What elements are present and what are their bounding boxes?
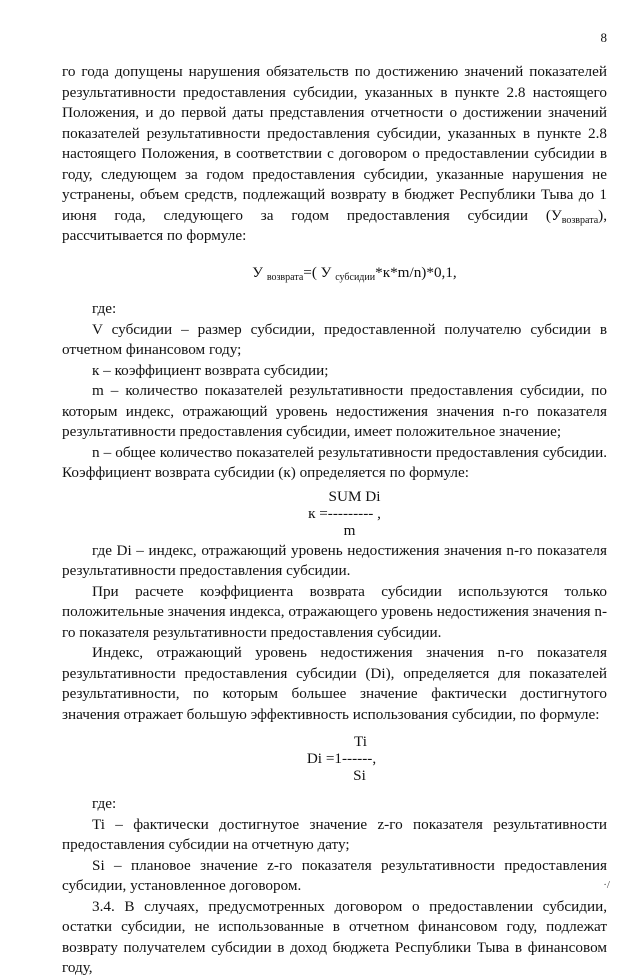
definition-ti: Ti – фактически достигнутое значение z-го показателя результативности предоставления субсидии на отчетную дату; bbox=[62, 815, 607, 853]
where-label-2: где: bbox=[92, 795, 117, 812]
definition-m: m – количество показателей результативности предоставления субсидии, по которым индекс, отражающий уровень недостижения значения n-го показателя результативности предоставления субсидии, имеет положительное значение; bbox=[62, 382, 607, 440]
paragraph-calc: При расчете коэффициента возврата субсидии используются только положительные значения индекса, отражающего уровень недостижения значения n-го показателя результативности предоставления субсидии. bbox=[62, 582, 607, 641]
formula-coefficient-numerator: SUM Di bbox=[328, 487, 381, 505]
where-label-1: где: bbox=[92, 300, 117, 317]
formula-index bbox=[62, 733, 607, 784]
page-number: 8 bbox=[600, 30, 607, 45]
formula-index-numerator: Ti bbox=[354, 733, 367, 750]
definition-si: Si – плановое значение z-го показателя результативности предоставления субсидии, установленное договором. bbox=[62, 856, 607, 894]
paragraph-index: Индекс, отражающий уровень недостижения значения n-го показателя результативности предоставления субсидии (Di), определяется для показателей результативности, по которым большее значение фактически достигнутого значения отражает большую эффективность использования субсидии, по формуле: bbox=[62, 644, 607, 723]
definition-n: n – общее количество показателей результативности предоставления субсидии. Коэффициент возврата субсидии (к) определяется по формуле: bbox=[62, 443, 607, 481]
definition-v: V субсидии – размер субсидии, предоставленной получателю субсидии в отчетном финансовом году; bbox=[62, 320, 607, 358]
formula-coefficient-denominator: m bbox=[343, 521, 356, 539]
corner-mark: ·/ bbox=[603, 879, 610, 891]
paragraph-return-volume: го года допущены нарушения обязательств по достижению значений показателей результативности предоставления субсидии, указанных в пункте 2.8 настоящего Положения, и до первой даты представления отчетности о достижении значений показателей результативности предоставления субсидии, указанных в пункте 2.8 настоящего Положения, в соответствии с договором о предоставлении субсидии в году, следующем за годом предоставления субсидии, указанные нарушения не устранены, объем средств, подлежащий возврату в бюджет Республики Тыва до 1 июня года, следующего за годом предоставления субсидии $(У_{возврата})$, рассчитывается по формуле: bbox=[62, 63, 607, 244]
formula-coefficient bbox=[62, 488, 607, 539]
formula-coefficient-line: к =--------- , bbox=[308, 504, 381, 522]
definition-k: к – коэффициент возврата субсидии; bbox=[92, 361, 329, 379]
page-content bbox=[62, 62, 607, 979]
paragraph-3-4: 3.4. В случаях, предусмотренных договором о предоставлении субсидии, остатки субсидии, не использованные в отчетном финансовом году, подлежат возврату получателем субсидии в доход бюджета Республики Тыва в финансовом году, bbox=[62, 897, 607, 976]
formula-return: У $_{возврата}$=( У $_{субсидии}$*к*m/n)*0,1, bbox=[252, 263, 457, 283]
definition-di: где Di – индекс, отражающий уровень недостижения значения n-го показателя результативности предоставления субсидии. bbox=[62, 541, 607, 579]
formula-index-denominator: Si bbox=[353, 767, 366, 784]
formula-index-line: Di =1------, bbox=[306, 750, 377, 767]
